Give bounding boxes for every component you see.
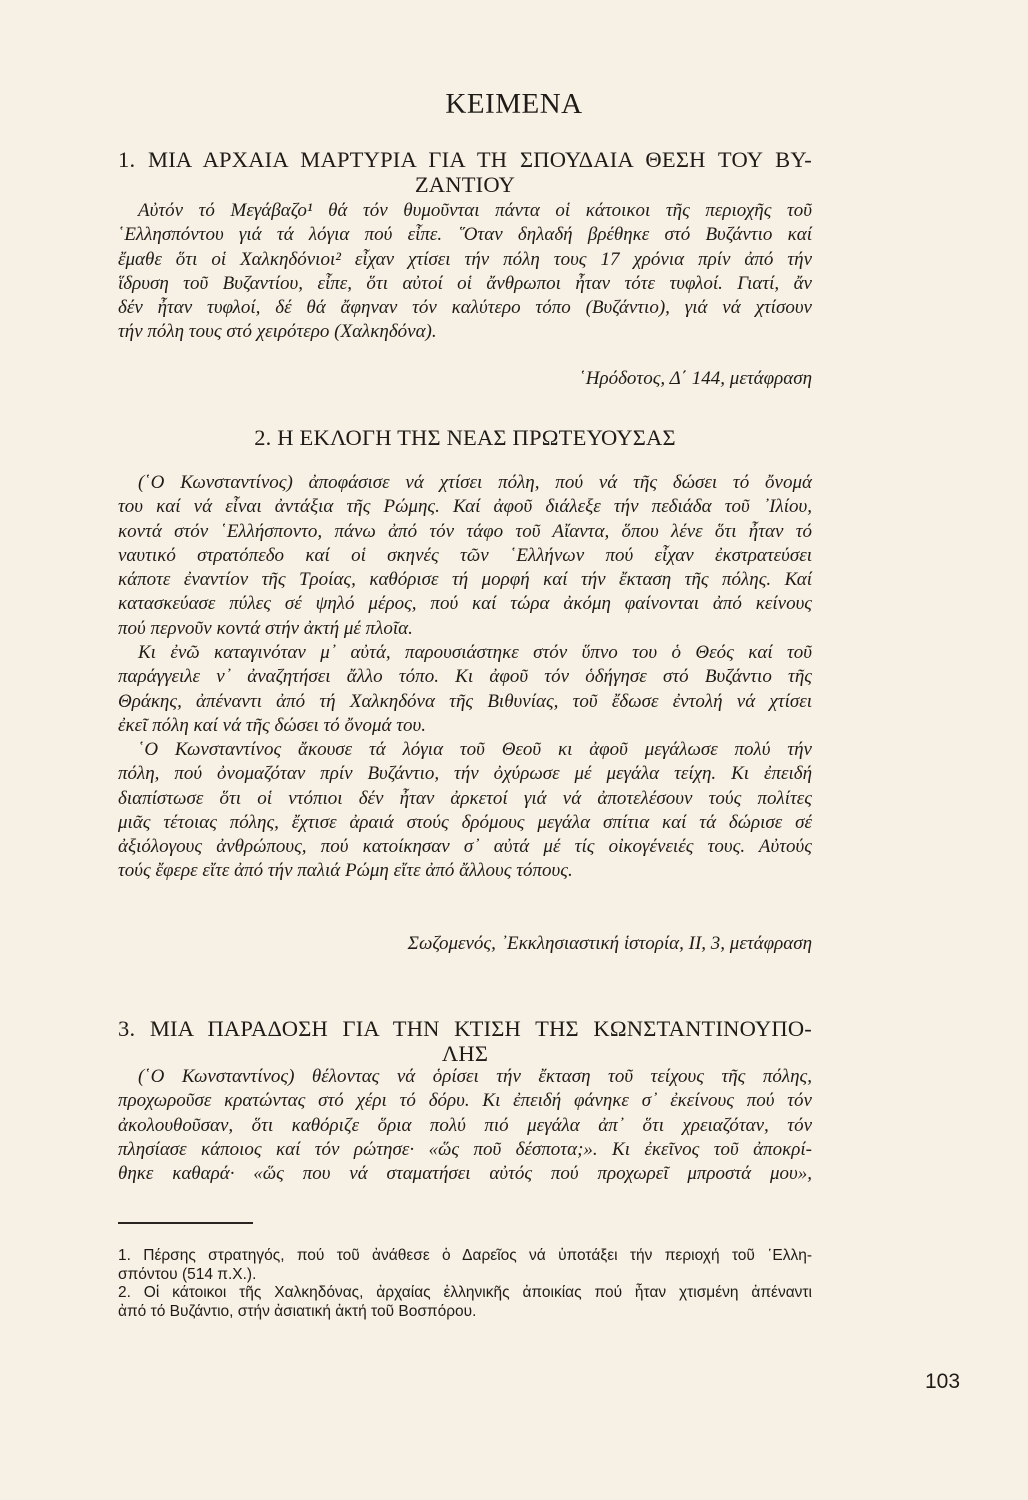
text-line: δέν ἦταν τυφλοί, δέ θά ἄφηναν τόν καλύτερο τόπο (Βυζάντιο), γιά νά χτίσουν xyxy=(118,297,812,319)
section-1-attribution: ῾Ηρόδοτος, Δ΄ 144, μετάφραση xyxy=(579,368,812,389)
text-line: Αὐτόν τό Μεγάβαζο¹ θά τόν θυμοῦνται πάντα οἱ κάτοικοι τῆς περιοχῆς τοῦ xyxy=(138,200,812,221)
text-line: ἵδρυση τοῦ Βυζαντίου, εἶπε, ὅτι αὐτοί οἱ ἄνθρωποι ἦταν τότε τυφλοί. Γιατί, ἄν xyxy=(118,272,812,294)
heading-line: 3. ΜΙΑ ΠΑΡΑΔΟΣΗ ΓΙΑ ΤΗΝ ΚΤΙΣΗ ΤΗΣ ΚΩΝΣΤΑΝΤΙΝΟΥΠΟ- xyxy=(118,1016,812,1041)
text-line: κάποτε ἐναντίον τῆς Τροίας, καθόρισε τή μορφή καί τήν ἔκταση τῆς πόλης. Καί xyxy=(118,569,812,591)
text-line: πλησίασε κάποιος καί τόν ρώτησε· «ὥς ποῦ δέσποτα;». Κι ἐκεῖνος τοῦ ἀποκρί- xyxy=(118,1138,812,1160)
footnote-line: 1. Πέρσης στρατηγός, πού τοῦ ἀνάθεσε ὁ Δαρεῖος νά ὑποτάξει τήν περιοχή τοῦ ῾Ελλη- xyxy=(118,1247,812,1264)
text-line: Θράκης, ἀπέναντι ἀπό τή Χαλκηδόνα τῆς Βιθυνίας, τοῦ ἔδωσε ἐντολή νά χτίσει xyxy=(118,690,812,712)
text-line: ναυτικό στρατόπεδο καί οἱ σκηνές τῶν ῾Ελλήνων πού εἶχαν ἐκστρατεύσει xyxy=(118,544,812,566)
text-line: (῾Ο Κωνσταντίνος) θέλοντας νά ὁρίσει τήν ἔκταση τοῦ τείχους τῆς πόλης, xyxy=(138,1066,812,1087)
section-3-paragraph xyxy=(118,1065,812,1186)
section-1-paragraph xyxy=(118,199,812,345)
text-line: πόλη, πού ὀνομαζόταν πρίν Βυζάντιο, τήν ὀχύρωσε μέ μεγάλα τείχη. Κι ἐπειδή xyxy=(118,763,812,785)
footnote-line: ἀπό τό Βυζάντιο, στήν ἀσιατική ἀκτή τοῦ Βοσπόρου. xyxy=(118,1302,477,1320)
page-number: 103 xyxy=(925,1370,961,1393)
text-line: ἀξιόλογους ἀνθρώπους, πού κατοίκησαν σ᾽ αὐτά μέ τίς οἰκογένειές τους. Αὐτούς xyxy=(118,836,812,858)
text-line: ῾Ο Κωνσταντίνος ἄκουσε τά λόγια τοῦ Θεοῦ κι ἀφοῦ μεγάλωσε πολύ τήν xyxy=(138,739,812,760)
footnote-line: 2. Οἱ κάτοικοι τῆς Χαλκηδόνας, ἀρχαίας ἑλληνικῆς ἀποικίας πού ἦταν χτισμένη ἀπέναντι xyxy=(118,1284,812,1301)
heading-line: 1. ΜΙΑ ΑΡΧΑΙΑ ΜΑΡΤΥΡΙΑ ΓΙΑ ΤΗ ΣΠΟΥΔΑΙΑ ΘΕΣΗ ΤΟΥ ΒΥ- xyxy=(118,147,812,172)
footnote-line: σπόντου (514 π.Χ.). xyxy=(118,1265,257,1283)
text-line: προχωροῦσε κρατώντας στό χέρι τό δόρυ. Κι ἐπειδή φάνηκε σ᾽ ἐκείνους πού τόν xyxy=(118,1090,812,1112)
text-line: κοντά στόν ῾Ελλήσποντο, πάνω ἀπό τόν τάφο τοῦ Αἴαντα, ὅπου λένε ὅτι ἦταν τό xyxy=(118,520,812,542)
section-1-heading xyxy=(118,147,812,197)
text-line: διαπίστωσε ὅτι οἱ ντόπιοι δέν ἦταν ἀρκετοί γιά νά ἀποτελέσουν τούς πολίτες xyxy=(118,787,812,809)
section-3-heading xyxy=(118,1016,812,1066)
section-2-attribution: Σωζομενός, ᾽Εκκλησιαστική ἱστορία, ΙΙ, 3, μετάφραση xyxy=(407,933,812,954)
text-line: ἔμαθε ὅτι οἱ Χαλκηδόνιοι² εἶχαν χτίσει τήν πόλη τους 17 χρόνια πρίν ἀπό τήν xyxy=(118,248,812,270)
page-title: ΚΕΙΜΕΝΑ xyxy=(445,88,583,120)
heading-line: 2. Η ΕΚΛΟΓΗ ΤΗΣ ΝΕΑΣ ΠΡΩΤΕΥΟΥΣΑΣ xyxy=(254,425,676,450)
text-line: παράγγειλε ν᾽ ἀναζητήσει ἄλλο τόπο. Κι ἀφοῦ τόν ὁδήγησε στό Βυζάντιο τῆς xyxy=(118,666,812,688)
section-2-paragraph-2 xyxy=(118,641,812,738)
heading-line: ΛΗΣ xyxy=(441,1041,489,1066)
section-2-heading xyxy=(118,425,812,450)
text-line: μιᾶς τέτοιας πόλης, ἔχτισε ἀραιά στούς δρόμους μεγάλα σπίτια καί τά δώρισε σέ xyxy=(118,811,812,833)
text-line: (῾Ο Κωνσταντίνος) ἀποφάσισε νά χτίσει πόλη, πού νά τῆς δώσει τό ὄνομά xyxy=(138,472,812,493)
text-line: τούς ἔφερε εἴτε ἀπό τήν παλιά Ρώμη εἴτε ἀπό ἄλλους τόπους. xyxy=(118,860,573,882)
text-line: ῾Ελλησπόντου γιά τά λόγια πού εἶπε. ῞Οταν δηλαδή βρέθηκε στό Βυζάντιο καί xyxy=(118,224,812,246)
footnote-divider xyxy=(118,1222,253,1224)
text-line: του καί νά εἶναι ἀντάξια τῆς Ρώμης. Καί ἀφοῦ διάλεξε τήν πεδιάδα τοῦ ᾽Ιλίου, xyxy=(118,496,812,518)
text-line: πού περνοῦν κοντά στήν ἀκτή μέ πλοῖα. xyxy=(118,617,413,639)
section-2-paragraph-3 xyxy=(118,738,812,884)
text-line: θηκε καθαρά· «ὥς που νά σταματήσει αὐτός πού προχωρεῖ μπροστά μου», xyxy=(118,1163,812,1185)
text-line: κατασκεύασε πύλες σέ ψηλό μέρος, πού καί τώρα ἀκόμη φαίνονται ἀπό κείνους xyxy=(118,593,812,615)
text-line: τήν πόλη τους στό χειρότερο (Χαλκηδόνα). xyxy=(118,321,437,343)
text-line: ἀκολουθοῦσαν, ὅτι καθόριζε ὅρια πολύ πιό μεγάλα ἀπ᾽ ὅτι χρειαζόταν, τόν xyxy=(118,1114,812,1136)
section-2-paragraph-1 xyxy=(118,471,812,641)
heading-line: ΖΑΝΤΙΟΥ xyxy=(414,172,516,197)
text-line: Κι ἐνῶ καταγινόταν μ᾽ αὐτά, παρουσιάστηκε στόν ὕπνο του ὁ Θεός καί τοῦ xyxy=(138,642,812,663)
footnotes xyxy=(118,1247,812,1321)
text-line: ἐκεῖ πόλη καί νά τῆς δώσει τό ὄνομά του. xyxy=(118,714,426,736)
